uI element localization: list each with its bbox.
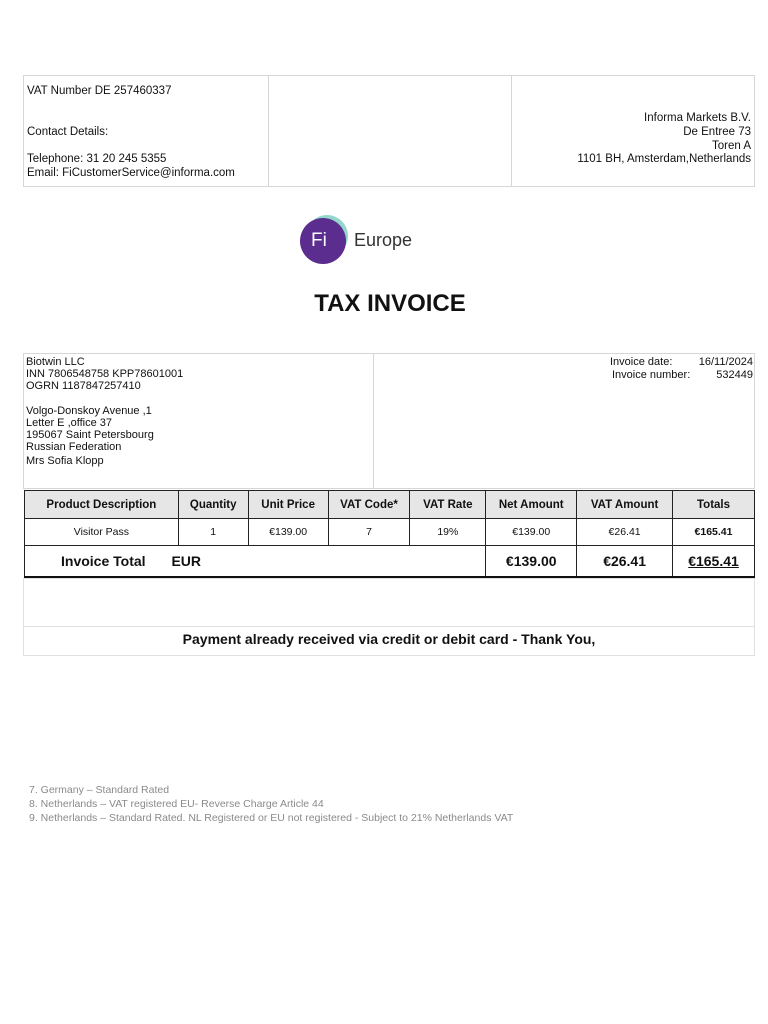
seller-contact-column [24, 76, 269, 186]
invoice-total-vat: €26.41 [577, 546, 673, 578]
table-row [25, 519, 755, 546]
cell-net-amount: €139.00 [486, 519, 577, 546]
seller-address-line: 1101 BH, Amsterdam,Netherlands [577, 153, 751, 165]
seller-header [23, 75, 755, 187]
customer-line: OGRN 1187847257410 [26, 380, 141, 392]
customer-line: Biotwin LLC [26, 356, 85, 368]
customer-line: Russian Federation [26, 441, 122, 453]
document-title: TAX INVOICE [314, 290, 466, 317]
logo-text: Europe [354, 230, 413, 250]
footnote: 8. Netherlands – VAT registered EU- Reverse Charge Article 44 [29, 798, 324, 810]
cell-unit-price: €139.00 [248, 519, 328, 546]
table-header-row [25, 491, 755, 519]
customer-line: Volgo-Donskoy Avenue ,1 [26, 405, 152, 417]
col-header-unit-price: Unit Price [248, 491, 328, 519]
contact-label: Contact Details: [27, 126, 109, 138]
fi-europe-logo [300, 215, 420, 265]
payment-box [23, 578, 755, 656]
col-header-quantity: Quantity [178, 491, 248, 519]
payment-divider [24, 626, 754, 627]
invoice-date-label: Invoice date: [610, 356, 673, 368]
invoice-total-net: €139.00 [486, 546, 577, 578]
invoice-items-table [24, 490, 755, 578]
invoice-number-value: 532449 [716, 369, 753, 381]
customer-line: Mrs Sofia Klopp [26, 455, 104, 467]
col-header-net-amount: Net Amount [486, 491, 577, 519]
seller-address-line: Toren A [712, 140, 751, 152]
col-header-product: Product Description [25, 491, 179, 519]
email: Email: FiCustomerService@informa.com [27, 167, 235, 179]
invoice-total-label: Invoice Total [61, 553, 146, 569]
seller-address-line: Informa Markets B.V. [644, 112, 751, 124]
vat-number: VAT Number DE 257460337 [27, 85, 172, 97]
cell-vat-rate: 19% [410, 519, 486, 546]
customer-box [23, 353, 755, 489]
logo-mark: Fi [311, 230, 327, 251]
footnote: 9. Netherlands – Standard Rated. NL Registered or EU not registered - Subject to 21% Netherlands VAT [29, 812, 514, 824]
customer-line: Letter E ,office 37 [26, 417, 113, 429]
col-header-vat-code: VAT Code* [328, 491, 410, 519]
invoice-total-currency: EUR [171, 553, 201, 569]
invoice-total-row [25, 546, 755, 578]
col-header-vat-rate: VAT Rate [410, 491, 486, 519]
cell-vat-amount: €26.41 [577, 519, 673, 546]
cell-total: €165.41 [673, 519, 755, 546]
header-empty-column [269, 76, 512, 186]
payment-note: Payment already received via credit or debit card - Thank You, [182, 631, 596, 647]
customer-line: INN 7806548758 KPP78601001 [26, 368, 184, 380]
footnote: 7. Germany – Standard Rated [29, 784, 170, 796]
customer-line: 195067 Saint Petersbourg [26, 429, 154, 441]
customer-divider [373, 354, 374, 488]
cell-quantity: 1 [178, 519, 248, 546]
cell-vat-code: 7 [328, 519, 410, 546]
seller-address-column [512, 76, 755, 186]
telephone: Telephone: 31 20 245 5355 [27, 153, 167, 165]
invoice-number-label: Invoice number: [612, 369, 691, 381]
invoice-total-label-cell [25, 546, 486, 578]
col-header-vat-amount: VAT Amount [577, 491, 673, 519]
invoice-total-amount: €165.41 [673, 546, 755, 578]
invoice-date-value: 16/11/2024 [698, 356, 753, 368]
seller-address-line: De Entree 73 [683, 126, 751, 138]
cell-product: Visitor Pass [25, 519, 179, 546]
col-header-totals: Totals [673, 491, 755, 519]
